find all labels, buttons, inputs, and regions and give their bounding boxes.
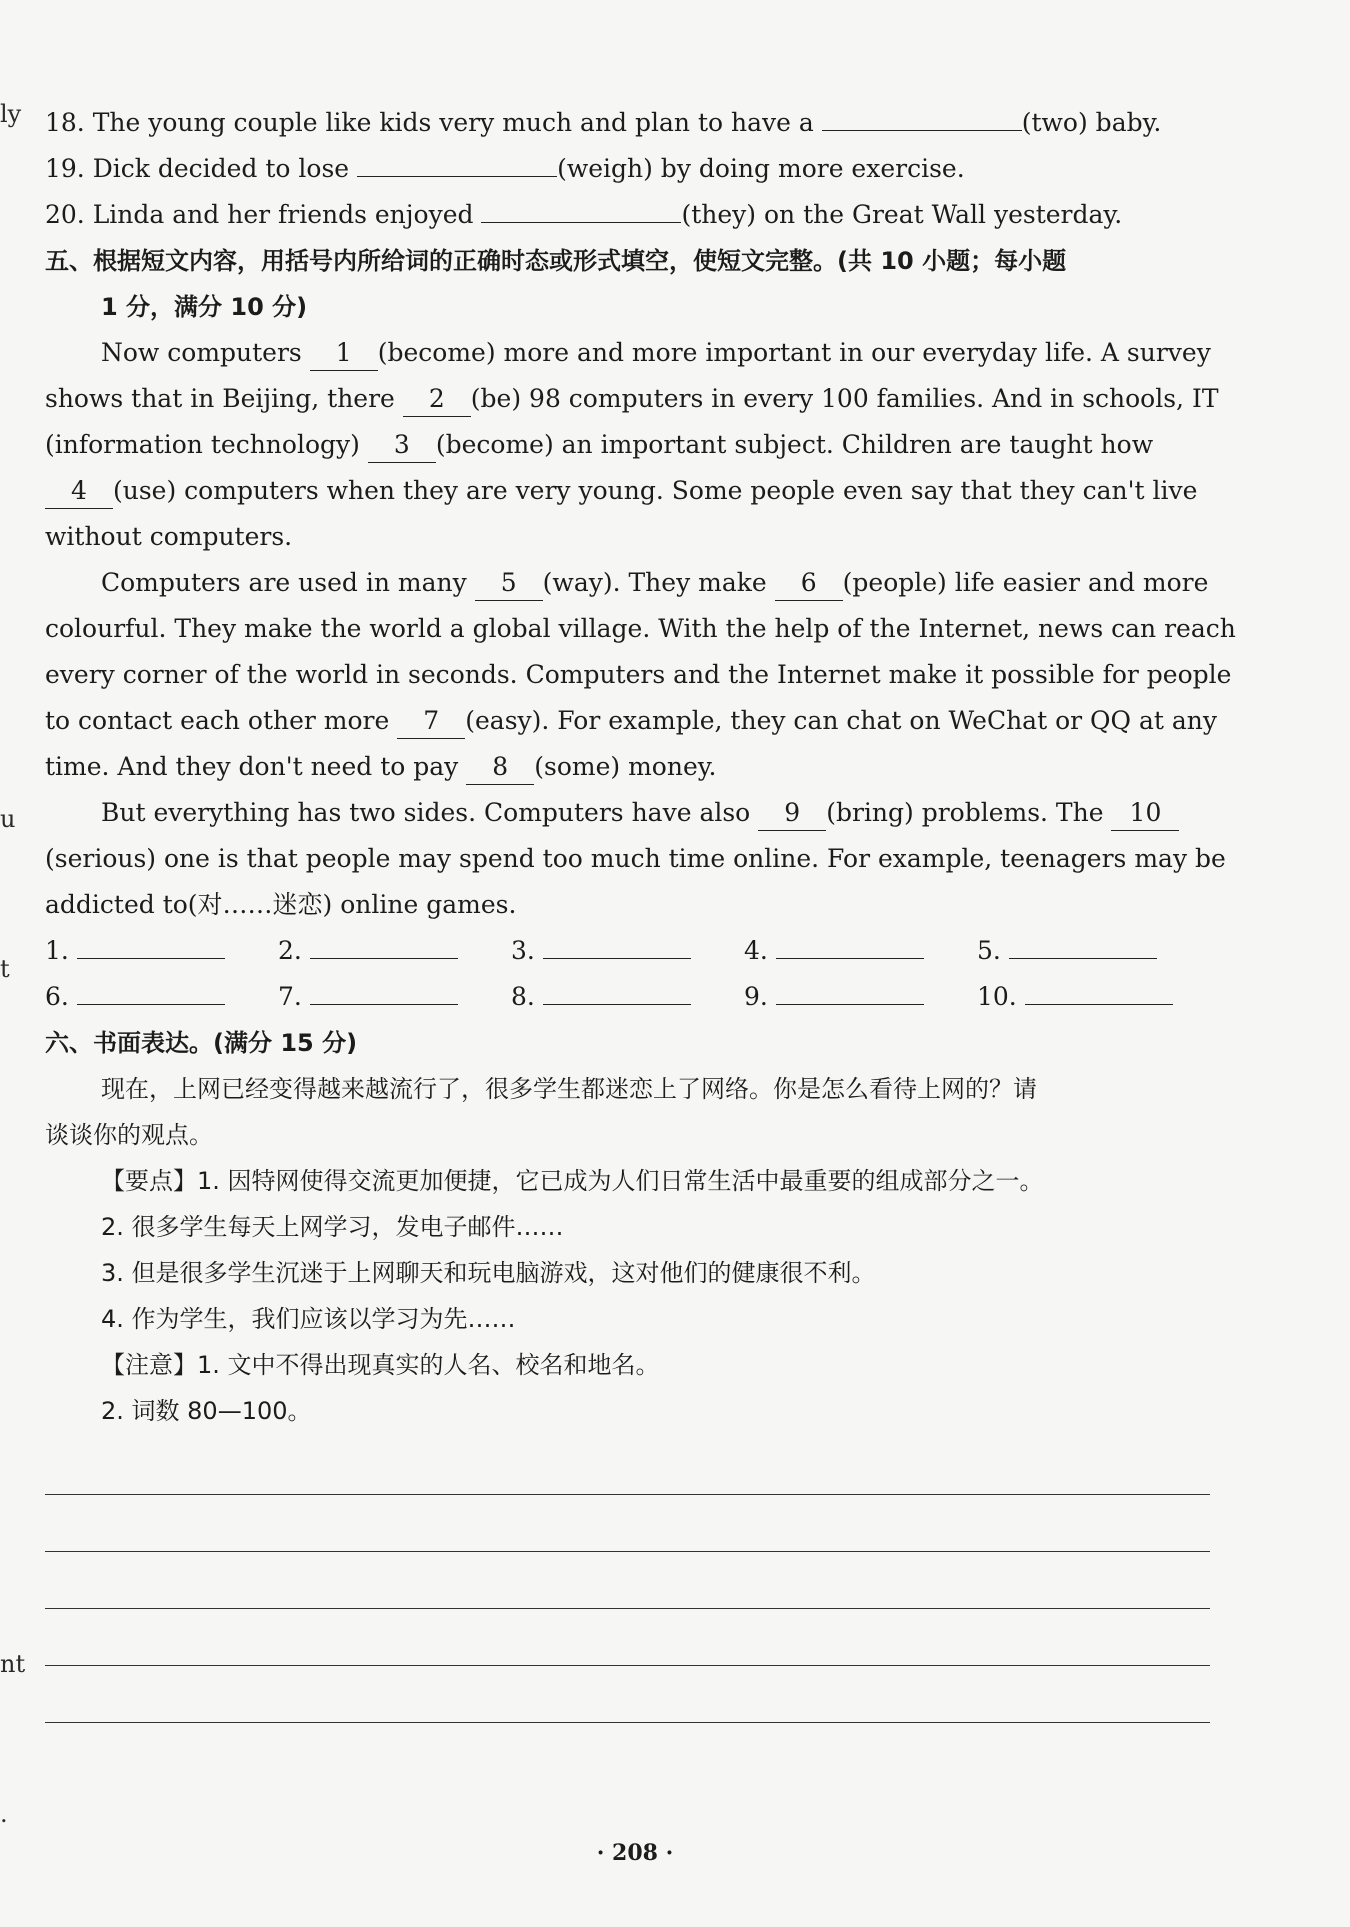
passage-line (45, 376, 1219, 422)
answer-cell (511, 928, 744, 974)
passage-text: (become) an important subject. Children are taught how (435, 430, 1154, 459)
edge-fragment: nt (0, 1650, 26, 1678)
answer-cell (744, 928, 977, 974)
answer-blank[interactable] (357, 176, 557, 177)
passage-line: every corner of the world in seconds. Computers and the Internet make it possible for people (45, 660, 1232, 689)
answer-cell (278, 974, 511, 1020)
passage-text: to contact each other more (45, 706, 390, 735)
question-text: 18. The young couple like kids very much and plan to have a (45, 108, 814, 137)
blank-4[interactable]: 4 (45, 474, 113, 509)
note-point: 【注意】1. 文中不得出现真实的人名、校名和地名。 (101, 1351, 660, 1379)
writing-line[interactable] (45, 1666, 1210, 1723)
page-number: · 208 · (596, 1840, 674, 1866)
question-text: 20. Linda and her friends enjoyed (45, 200, 474, 229)
passage-text: (some) money. (534, 752, 717, 781)
answer-row (45, 928, 1210, 974)
answer-cell (45, 974, 278, 1020)
passage-line (45, 468, 1210, 514)
answer-blank[interactable] (77, 1004, 225, 1005)
section-5-title-cont: 1 分，满分 10 分) (101, 293, 308, 321)
passage-text: (easy). For example, they can chat on WeChat or QQ at any (465, 706, 1217, 735)
answer-blank[interactable] (1025, 1004, 1173, 1005)
passage-line: (serious) one is that people may spend too much time online. For example, teenagers may be (45, 844, 1226, 873)
passage-text: (bring) problems. The (826, 798, 1104, 827)
blank-1[interactable]: 1 (310, 336, 378, 371)
answer-cell (977, 974, 1210, 1020)
passage-text: Now computers (101, 338, 302, 367)
blank-6[interactable]: 6 (775, 566, 843, 601)
answer-number: 9. (744, 982, 768, 1011)
answer-number: 10. (977, 982, 1017, 1011)
passage-text: (become) more and more important in our everyday life. A survey (377, 338, 1211, 367)
writing-line[interactable] (45, 1495, 1210, 1552)
passage-line: addicted to(对……迷恋) online games. (45, 890, 517, 919)
passage-line (45, 790, 1210, 836)
answer-number: 5. (977, 936, 1001, 965)
answer-number: 8. (511, 982, 535, 1011)
answer-blank[interactable] (776, 958, 924, 959)
passage-text: (be) 98 computers in every 100 families. And in schools, IT (470, 384, 1219, 413)
answer-blank[interactable] (1009, 958, 1157, 959)
answer-blank[interactable] (543, 958, 691, 959)
key-point: 3. 但是很多学生沉迷于上网聊天和玩电脑游戏，这对他们的健康很不利。 (101, 1259, 876, 1287)
passage-text: (way). They make (542, 568, 767, 597)
blank-3[interactable]: 3 (368, 428, 436, 463)
answer-cell (278, 928, 511, 974)
passage-text: shows that in Beijing, there (45, 384, 395, 413)
answer-blank[interactable] (310, 1004, 458, 1005)
answer-cell (977, 928, 1210, 974)
blank-7[interactable]: 7 (397, 704, 465, 739)
passage-text: time. And they don't need to pay (45, 752, 459, 781)
question-19 (45, 146, 1210, 192)
answer-blank[interactable] (543, 1004, 691, 1005)
passage-text: (use) computers when they are very young. Some people even say that they can't live (113, 476, 1198, 505)
prompt-text: 现在，上网已经变得越来越流行了，很多学生都迷恋上了网络。你是怎么看待上网的？请 (101, 1075, 1037, 1103)
question-hint: (weigh) by doing more exercise. (557, 154, 965, 183)
passage-line: colourful. They make the world a global village. With the help of the Internet, news can reach (45, 614, 1236, 643)
section-6-title: 六、书面表达。(满分 15 分) (45, 1029, 358, 1057)
edge-fragment: u (0, 805, 16, 833)
blank-9[interactable]: 9 (758, 796, 826, 831)
question-20 (45, 192, 1210, 238)
answer-blank[interactable] (776, 1004, 924, 1005)
passage-line (45, 744, 1210, 790)
writing-area[interactable] (45, 1438, 1210, 1723)
question-18 (45, 100, 1210, 146)
key-point: 4. 作为学生，我们应该以学习为先…… (101, 1305, 516, 1333)
answer-number: 2. (278, 936, 302, 965)
blank-8[interactable]: 8 (466, 750, 534, 785)
question-text: 19. Dick decided to lose (45, 154, 350, 183)
passage-text: But everything has two sides. Computers have also (101, 798, 751, 827)
edge-fragment: t (0, 955, 10, 983)
writing-line[interactable] (45, 1552, 1210, 1609)
answer-cell (511, 974, 744, 1020)
answer-cell (45, 928, 278, 974)
writing-line[interactable] (45, 1609, 1210, 1666)
passage-line (45, 698, 1217, 744)
main-content (45, 100, 1236, 1723)
note-point: 2. 词数 80—100。 (101, 1397, 312, 1425)
passage-line (45, 422, 1210, 468)
question-hint: (two) baby. (1021, 108, 1162, 137)
passage-line (45, 330, 1210, 376)
answer-number: 6. (45, 982, 69, 1011)
answer-number: 1. (45, 936, 69, 965)
blank-10[interactable]: 10 (1111, 796, 1179, 831)
answer-blank[interactable] (310, 958, 458, 959)
key-point: 【要点】1. 因特网使得交流更加便捷，它已成为人们日常生活中最重要的组成部分之一。 (101, 1167, 1044, 1195)
answer-row (45, 974, 1210, 1020)
edge-fragment: ly (0, 100, 22, 128)
prompt-text: 谈谈你的观点。 (45, 1121, 213, 1149)
answer-blank[interactable] (77, 958, 225, 959)
blank-5[interactable]: 5 (475, 566, 543, 601)
section-5-title: 五、根据短文内容，用括号内所给词的正确时态或形式填空，使短文完整。(共 10 小题；每小题 (45, 247, 1067, 275)
answer-blank[interactable] (481, 222, 681, 223)
passage-text: Computers are used in many (101, 568, 467, 597)
passage-text: (people) life easier and more (842, 568, 1209, 597)
passage-text: (information technology) (45, 430, 360, 459)
answer-number: 4. (744, 936, 768, 965)
answer-number: 7. (278, 982, 302, 1011)
question-hint: (they) on the Great Wall yesterday. (681, 200, 1123, 229)
key-point: 2. 很多学生每天上网学习，发电子邮件…… (101, 1213, 564, 1241)
blank-2[interactable]: 2 (403, 382, 471, 417)
answer-number: 3. (511, 936, 535, 965)
passage-line: without computers. (45, 522, 293, 551)
answer-blank[interactable] (822, 130, 1022, 131)
answer-cell (744, 974, 977, 1020)
writing-line[interactable] (45, 1438, 1210, 1495)
passage-line (45, 560, 1210, 606)
edge-fragment: . (0, 1800, 8, 1828)
